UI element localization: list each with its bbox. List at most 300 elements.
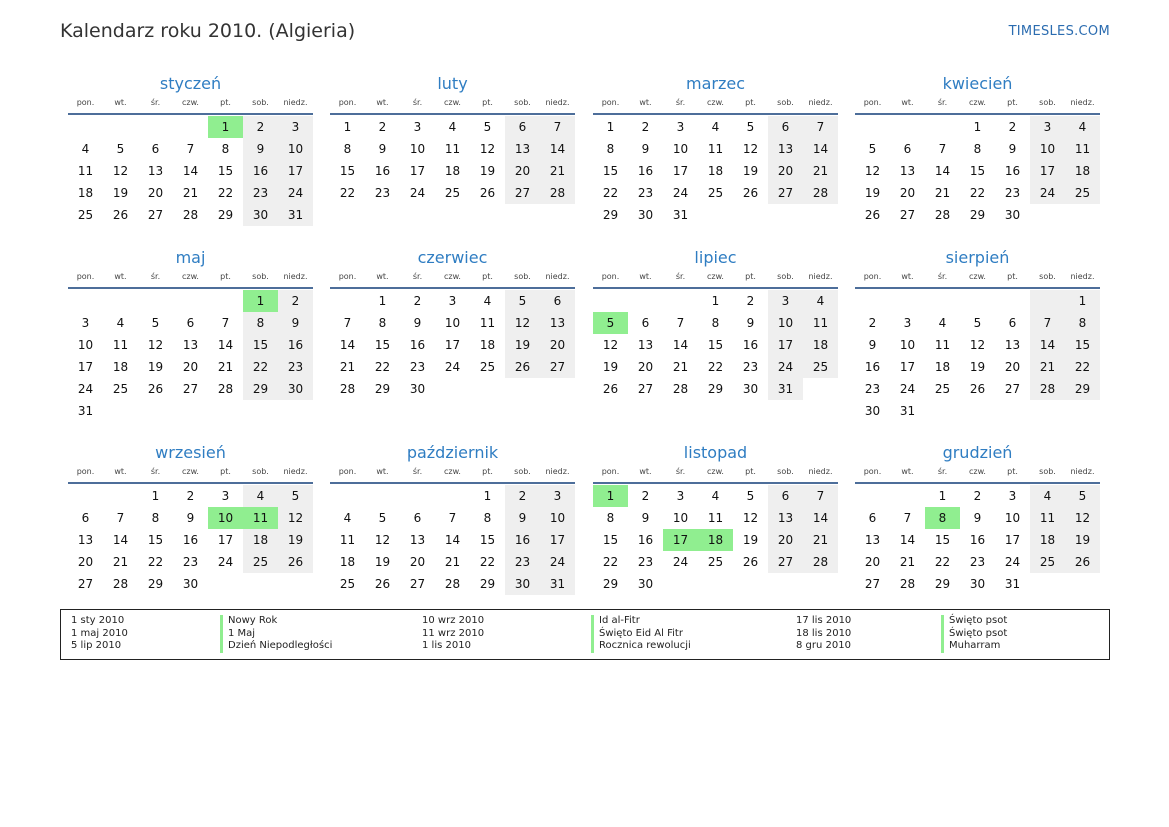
day-cell[interactable]: 14 (899, 533, 916, 547)
day-cell[interactable]: 17 (768, 334, 803, 356)
day-cell[interactable]: 15 (217, 164, 234, 178)
day-cell[interactable]: 30 (278, 378, 313, 400)
day-cell[interactable]: 4 (938, 316, 947, 330)
day-cell[interactable]: 23 (243, 182, 278, 204)
day-cell[interactable]: 20 (899, 186, 916, 200)
day-cell[interactable]: 23 (374, 186, 391, 200)
day-cell[interactable]: 2 (973, 489, 982, 503)
day-cell[interactable]: 9 (641, 142, 650, 156)
day-cell[interactable]: 20 (182, 360, 199, 374)
day-cell[interactable]: 1 (243, 290, 278, 312)
day-cell[interactable]: 6 (1008, 316, 1017, 330)
day-cell[interactable]: 24 (409, 186, 426, 200)
day-cell[interactable]: 7 (540, 116, 575, 138)
day-cell[interactable]: 20 (637, 360, 654, 374)
day-cell[interactable]: 16 (505, 529, 540, 551)
day-cell[interactable]: 26 (969, 382, 986, 396)
day-cell[interactable]: 14 (112, 533, 129, 547)
day-cell[interactable]: 6 (505, 116, 540, 138)
day-cell[interactable]: 22 (602, 186, 619, 200)
day-cell[interactable]: 23 (182, 555, 199, 569)
day-cell[interactable]: 30 (637, 208, 654, 222)
day-cell[interactable]: 3 (768, 290, 803, 312)
day-cell[interactable]: 25 (479, 360, 496, 374)
day-cell[interactable]: 11 (243, 507, 278, 529)
day-cell[interactable]: 13 (637, 338, 654, 352)
day-cell[interactable]: 14 (1030, 334, 1065, 356)
day-cell[interactable]: 20 (409, 555, 426, 569)
day-cell[interactable]: 14 (182, 164, 199, 178)
day-cell[interactable]: 14 (672, 338, 689, 352)
day-cell[interactable]: 8 (606, 142, 615, 156)
day-cell[interactable]: 30 (742, 382, 759, 396)
day-cell[interactable]: 11 (707, 511, 724, 525)
day-cell[interactable]: 18 (934, 360, 951, 374)
day-cell[interactable]: 22 (969, 186, 986, 200)
day-cell[interactable]: 10 (768, 312, 803, 334)
day-cell[interactable]: 1 (973, 120, 982, 134)
day-cell[interactable]: 29 (707, 382, 724, 396)
day-cell[interactable]: 29 (374, 382, 391, 396)
day-cell[interactable]: 16 (278, 334, 313, 356)
day-cell[interactable]: 26 (505, 356, 540, 378)
day-cell[interactable]: 6 (868, 511, 877, 525)
day-cell[interactable]: 27 (182, 382, 199, 396)
day-cell[interactable]: 29 (602, 208, 619, 222)
day-cell[interactable]: 9 (378, 142, 387, 156)
day-cell[interactable]: 18 (77, 186, 94, 200)
day-cell[interactable]: 15 (934, 533, 951, 547)
day-cell[interactable]: 20 (768, 529, 803, 551)
day-cell[interactable]: 15 (374, 338, 391, 352)
day-cell[interactable]: 19 (742, 164, 759, 178)
day-cell[interactable]: 28 (672, 382, 689, 396)
day-cell[interactable]: 19 (278, 529, 313, 551)
brand-link[interactable]: TIMESLES.COM (1008, 24, 1110, 39)
day-cell[interactable]: 22 (934, 555, 951, 569)
day-cell[interactable]: 10 (444, 316, 461, 330)
day-cell[interactable]: 27 (77, 577, 94, 591)
day-cell[interactable]: 17 (663, 529, 698, 551)
day-cell[interactable]: 29 (479, 577, 496, 591)
day-cell[interactable]: 15 (1065, 334, 1100, 356)
day-cell[interactable]: 26 (602, 382, 619, 396)
day-cell[interactable]: 19 (112, 186, 129, 200)
day-cell[interactable]: 4 (81, 142, 90, 156)
day-cell[interactable]: 19 (602, 360, 619, 374)
day-cell[interactable]: 13 (1004, 338, 1021, 352)
day-cell[interactable]: 21 (1030, 356, 1065, 378)
day-cell[interactable]: 18 (444, 164, 461, 178)
day-cell[interactable]: 8 (606, 511, 615, 525)
day-cell[interactable]: 23 (1004, 186, 1021, 200)
day-cell[interactable]: 28 (934, 208, 951, 222)
day-cell[interactable]: 2 (378, 120, 387, 134)
day-cell[interactable]: 25 (1065, 182, 1100, 204)
day-cell[interactable]: 11 (1030, 507, 1065, 529)
day-cell[interactable]: 20 (77, 555, 94, 569)
day-cell[interactable]: 30 (1004, 208, 1021, 222)
day-cell[interactable]: 6 (151, 142, 160, 156)
day-cell[interactable]: 23 (505, 551, 540, 573)
day-cell[interactable]: 10 (208, 507, 243, 529)
day-cell[interactable]: 26 (479, 186, 496, 200)
day-cell[interactable]: 5 (593, 312, 628, 334)
day-cell[interactable]: 7 (116, 511, 125, 525)
day-cell[interactable]: 22 (339, 186, 356, 200)
day-cell[interactable]: 25 (934, 382, 951, 396)
day-cell[interactable]: 3 (1030, 116, 1065, 138)
day-cell[interactable]: 17 (672, 164, 689, 178)
day-cell[interactable]: 22 (1065, 356, 1100, 378)
day-cell[interactable]: 8 (343, 142, 352, 156)
day-cell[interactable]: 3 (676, 120, 685, 134)
day-cell[interactable]: 2 (641, 120, 650, 134)
day-cell[interactable]: 1 (593, 485, 628, 507)
day-cell[interactable]: 13 (182, 338, 199, 352)
day-cell[interactable]: 12 (479, 142, 496, 156)
day-cell[interactable]: 29 (243, 378, 278, 400)
day-cell[interactable]: 22 (243, 356, 278, 378)
day-cell[interactable]: 5 (746, 120, 755, 134)
day-cell[interactable]: 10 (77, 338, 94, 352)
day-cell[interactable]: 2 (186, 489, 195, 503)
day-cell[interactable]: 11 (1065, 138, 1100, 160)
day-cell[interactable]: 20 (864, 555, 881, 569)
day-cell[interactable]: 31 (1004, 577, 1021, 591)
day-cell[interactable]: 13 (505, 138, 540, 160)
day-cell[interactable]: 12 (742, 511, 759, 525)
day-cell[interactable]: 23 (742, 360, 759, 374)
day-cell[interactable]: 12 (1065, 507, 1100, 529)
day-cell[interactable]: 23 (637, 186, 654, 200)
day-cell[interactable]: 3 (540, 485, 575, 507)
day-cell[interactable]: 5 (746, 489, 755, 503)
day-cell[interactable]: 9 (278, 312, 313, 334)
day-cell[interactable]: 27 (147, 208, 164, 222)
day-cell[interactable]: 22 (707, 360, 724, 374)
day-cell[interactable]: 20 (1004, 360, 1021, 374)
day-cell[interactable]: 25 (1030, 551, 1065, 573)
day-cell[interactable]: 28 (540, 182, 575, 204)
day-cell[interactable]: 9 (186, 511, 195, 525)
day-cell[interactable]: 27 (864, 577, 881, 591)
day-cell[interactable]: 10 (409, 142, 426, 156)
day-cell[interactable]: 18 (803, 334, 838, 356)
day-cell[interactable]: 15 (479, 533, 496, 547)
day-cell[interactable]: 19 (479, 164, 496, 178)
day-cell[interactable]: 28 (112, 577, 129, 591)
day-cell[interactable]: 3 (221, 489, 230, 503)
day-cell[interactable]: 3 (676, 489, 685, 503)
day-cell[interactable]: 12 (969, 338, 986, 352)
day-cell[interactable]: 28 (182, 208, 199, 222)
day-cell[interactable]: 16 (637, 533, 654, 547)
day-cell[interactable]: 21 (540, 160, 575, 182)
day-cell[interactable]: 30 (409, 382, 426, 396)
day-cell[interactable]: 9 (1008, 142, 1017, 156)
day-cell[interactable]: 8 (483, 511, 492, 525)
day-cell[interactable]: 16 (374, 164, 391, 178)
day-cell[interactable]: 7 (676, 316, 685, 330)
day-cell[interactable]: 6 (540, 290, 575, 312)
day-cell[interactable]: 27 (899, 208, 916, 222)
day-cell[interactable]: 18 (1030, 529, 1065, 551)
day-cell[interactable]: 6 (186, 316, 195, 330)
day-cell[interactable]: 22 (479, 555, 496, 569)
day-cell[interactable]: 17 (540, 529, 575, 551)
day-cell[interactable]: 8 (221, 142, 230, 156)
day-cell[interactable]: 7 (903, 511, 912, 525)
day-cell[interactable]: 12 (742, 142, 759, 156)
day-cell[interactable]: 3 (903, 316, 912, 330)
day-cell[interactable]: 28 (1030, 378, 1065, 400)
day-cell[interactable]: 15 (147, 533, 164, 547)
day-cell[interactable]: 25 (112, 382, 129, 396)
day-cell[interactable]: 18 (707, 164, 724, 178)
day-cell[interactable]: 6 (81, 511, 90, 525)
day-cell[interactable]: 7 (448, 511, 457, 525)
day-cell[interactable]: 10 (278, 138, 313, 160)
day-cell[interactable]: 18 (243, 529, 278, 551)
day-cell[interactable]: 31 (899, 404, 916, 418)
day-cell[interactable]: 21 (339, 360, 356, 374)
day-cell[interactable]: 29 (602, 577, 619, 591)
day-cell[interactable]: 17 (899, 360, 916, 374)
day-cell[interactable]: 16 (637, 164, 654, 178)
day-cell[interactable]: 7 (938, 142, 947, 156)
day-cell[interactable]: 9 (413, 316, 422, 330)
day-cell[interactable]: 29 (934, 577, 951, 591)
day-cell[interactable]: 26 (864, 208, 881, 222)
day-cell[interactable]: 14 (339, 338, 356, 352)
day-cell[interactable]: 11 (934, 338, 951, 352)
day-cell[interactable]: 21 (803, 160, 838, 182)
day-cell[interactable]: 7 (343, 316, 352, 330)
day-cell[interactable]: 12 (147, 338, 164, 352)
day-cell[interactable]: 14 (444, 533, 461, 547)
day-cell[interactable]: 29 (217, 208, 234, 222)
day-cell[interactable]: 9 (746, 316, 755, 330)
day-cell[interactable]: 21 (672, 360, 689, 374)
day-cell[interactable]: 15 (602, 164, 619, 178)
day-cell[interactable]: 26 (742, 186, 759, 200)
day-cell[interactable]: 22 (602, 555, 619, 569)
day-cell[interactable]: 15 (969, 164, 986, 178)
day-cell[interactable]: 25 (707, 555, 724, 569)
day-cell[interactable]: 4 (803, 290, 838, 312)
day-cell[interactable]: 6 (903, 142, 912, 156)
day-cell[interactable]: 24 (444, 360, 461, 374)
day-cell[interactable]: 10 (672, 511, 689, 525)
day-cell[interactable]: 9 (243, 138, 278, 160)
day-cell[interactable]: 11 (803, 312, 838, 334)
day-cell[interactable]: 30 (243, 204, 278, 226)
day-cell[interactable]: 17 (77, 360, 94, 374)
day-cell[interactable]: 21 (182, 186, 199, 200)
day-cell[interactable]: 17 (217, 533, 234, 547)
day-cell[interactable]: 17 (444, 338, 461, 352)
day-cell[interactable]: 26 (278, 551, 313, 573)
day-cell[interactable]: 15 (602, 533, 619, 547)
day-cell[interactable]: 13 (768, 507, 803, 529)
day-cell[interactable]: 15 (707, 338, 724, 352)
day-cell[interactable]: 21 (217, 360, 234, 374)
day-cell[interactable]: 5 (973, 316, 982, 330)
day-cell[interactable]: 21 (803, 529, 838, 551)
day-cell[interactable]: 28 (217, 382, 234, 396)
day-cell[interactable]: 10 (899, 338, 916, 352)
day-cell[interactable]: 11 (444, 142, 461, 156)
day-cell[interactable]: 27 (768, 182, 803, 204)
day-cell[interactable]: 27 (540, 356, 575, 378)
day-cell[interactable]: 7 (803, 485, 838, 507)
day-cell[interactable]: 8 (378, 316, 387, 330)
day-cell[interactable]: 20 (147, 186, 164, 200)
day-cell[interactable]: 7 (803, 116, 838, 138)
day-cell[interactable]: 12 (112, 164, 129, 178)
day-cell[interactable]: 24 (672, 186, 689, 200)
day-cell[interactable]: 26 (742, 555, 759, 569)
day-cell[interactable]: 13 (899, 164, 916, 178)
day-cell[interactable]: 8 (1065, 312, 1100, 334)
day-cell[interactable]: 25 (444, 186, 461, 200)
day-cell[interactable]: 20 (540, 334, 575, 356)
day-cell[interactable]: 16 (182, 533, 199, 547)
day-cell[interactable]: 19 (969, 360, 986, 374)
day-cell[interactable]: 5 (278, 485, 313, 507)
day-cell[interactable]: 13 (409, 533, 426, 547)
day-cell[interactable]: 7 (186, 142, 195, 156)
day-cell[interactable]: 2 (1008, 120, 1017, 134)
day-cell[interactable]: 13 (147, 164, 164, 178)
day-cell[interactable]: 16 (409, 338, 426, 352)
day-cell[interactable]: 5 (505, 290, 540, 312)
day-cell[interactable]: 14 (803, 138, 838, 160)
day-cell[interactable]: 28 (899, 577, 916, 591)
day-cell[interactable]: 5 (378, 511, 387, 525)
day-cell[interactable]: 18 (698, 529, 733, 551)
day-cell[interactable]: 4 (1030, 485, 1065, 507)
day-cell[interactable]: 1 (1065, 290, 1100, 312)
day-cell[interactable]: 23 (409, 360, 426, 374)
day-cell[interactable]: 1 (606, 120, 615, 134)
day-cell[interactable]: 28 (803, 551, 838, 573)
day-cell[interactable]: 11 (77, 164, 94, 178)
day-cell[interactable]: 6 (413, 511, 422, 525)
day-cell[interactable]: 14 (217, 338, 234, 352)
day-cell[interactable]: 2 (413, 294, 422, 308)
day-cell[interactable]: 12 (278, 507, 313, 529)
day-cell[interactable]: 9 (641, 511, 650, 525)
day-cell[interactable]: 4 (116, 316, 125, 330)
day-cell[interactable]: 17 (278, 160, 313, 182)
day-cell[interactable]: 18 (1065, 160, 1100, 182)
day-cell[interactable]: 19 (374, 555, 391, 569)
day-cell[interactable]: 5 (868, 142, 877, 156)
day-cell[interactable]: 27 (637, 382, 654, 396)
day-cell[interactable]: 24 (1030, 182, 1065, 204)
day-cell[interactable]: 12 (602, 338, 619, 352)
day-cell[interactable]: 10 (672, 142, 689, 156)
day-cell[interactable]: 27 (409, 577, 426, 591)
day-cell[interactable]: 30 (637, 577, 654, 591)
day-cell[interactable]: 23 (864, 382, 881, 396)
day-cell[interactable]: 24 (77, 382, 94, 396)
day-cell[interactable]: 26 (1065, 551, 1100, 573)
day-cell[interactable]: 24 (899, 382, 916, 396)
day-cell[interactable]: 30 (182, 577, 199, 591)
day-cell[interactable]: 4 (711, 489, 720, 503)
day-cell[interactable]: 4 (448, 120, 457, 134)
day-cell[interactable]: 29 (969, 208, 986, 222)
day-cell[interactable]: 17 (1030, 160, 1065, 182)
day-cell[interactable]: 12 (505, 312, 540, 334)
day-cell[interactable]: 3 (448, 294, 457, 308)
day-cell[interactable]: 19 (864, 186, 881, 200)
day-cell[interactable]: 5 (483, 120, 492, 134)
day-cell[interactable]: 7 (221, 316, 230, 330)
day-cell[interactable]: 17 (1004, 533, 1021, 547)
day-cell[interactable]: 22 (217, 186, 234, 200)
day-cell[interactable]: 2 (641, 489, 650, 503)
day-cell[interactable]: 2 (505, 485, 540, 507)
day-cell[interactable]: 31 (768, 378, 803, 400)
day-cell[interactable]: 15 (339, 164, 356, 178)
day-cell[interactable]: 26 (374, 577, 391, 591)
day-cell[interactable]: 28 (339, 382, 356, 396)
day-cell[interactable]: 15 (243, 334, 278, 356)
day-cell[interactable]: 8 (973, 142, 982, 156)
day-cell[interactable]: 29 (1065, 378, 1100, 400)
day-cell[interactable]: 31 (540, 573, 575, 595)
day-cell[interactable]: 2 (746, 294, 755, 308)
day-cell[interactable]: 16 (1004, 164, 1021, 178)
day-cell[interactable]: 26 (112, 208, 129, 222)
day-cell[interactable]: 4 (243, 485, 278, 507)
day-cell[interactable]: 24 (217, 555, 234, 569)
day-cell[interactable]: 23 (637, 555, 654, 569)
day-cell[interactable]: 2 (868, 316, 877, 330)
day-cell[interactable]: 30 (969, 577, 986, 591)
day-cell[interactable]: 3 (81, 316, 90, 330)
day-cell[interactable]: 27 (768, 551, 803, 573)
day-cell[interactable]: 1 (378, 294, 387, 308)
day-cell[interactable]: 6 (768, 116, 803, 138)
day-cell[interactable]: 10 (1030, 138, 1065, 160)
day-cell[interactable]: 9 (973, 511, 982, 525)
day-cell[interactable]: 31 (278, 204, 313, 226)
day-cell[interactable]: 4 (483, 294, 492, 308)
day-cell[interactable]: 25 (339, 577, 356, 591)
day-cell[interactable]: 30 (505, 573, 540, 595)
day-cell[interactable]: 12 (864, 164, 881, 178)
day-cell[interactable]: 2 (278, 290, 313, 312)
day-cell[interactable]: 6 (641, 316, 650, 330)
day-cell[interactable]: 24 (540, 551, 575, 573)
day-cell[interactable]: 1 (711, 294, 720, 308)
day-cell[interactable]: 20 (505, 160, 540, 182)
day-cell[interactable]: 11 (707, 142, 724, 156)
day-cell[interactable]: 8 (925, 507, 960, 529)
day-cell[interactable]: 16 (243, 160, 278, 182)
day-cell[interactable]: 7 (1030, 312, 1065, 334)
day-cell[interactable]: 29 (147, 577, 164, 591)
day-cell[interactable]: 4 (1065, 116, 1100, 138)
day-cell[interactable]: 19 (147, 360, 164, 374)
day-cell[interactable]: 5 (1065, 485, 1100, 507)
day-cell[interactable]: 18 (479, 338, 496, 352)
